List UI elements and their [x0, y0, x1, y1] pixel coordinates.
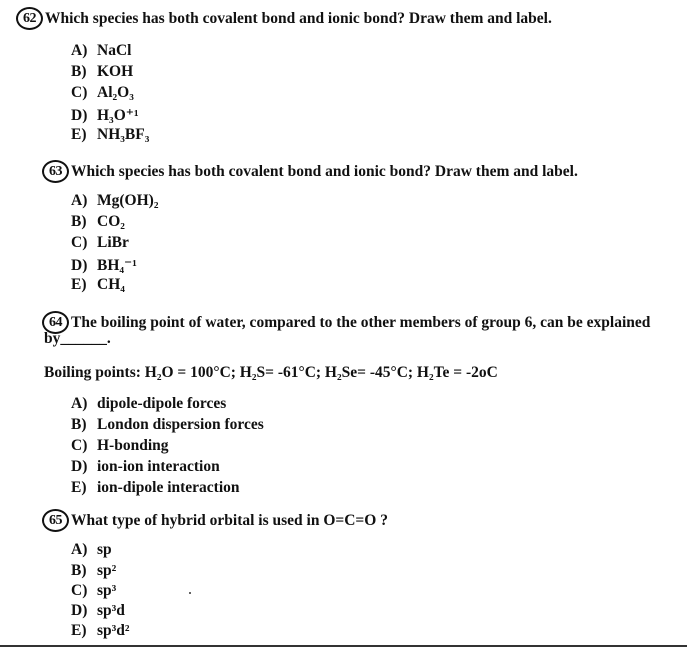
- option-d: D) H₃O⁺¹: [71, 107, 139, 124]
- option-c: C) sp³: [71, 582, 117, 599]
- question-text-continuation: by______.: [44, 330, 111, 347]
- option-d: D) sp³d: [71, 602, 125, 619]
- option-d: D) ion-ion interaction: [71, 458, 220, 475]
- page-bottom-rule: [0, 645, 687, 647]
- option-e: E) ion-dipole interaction: [71, 479, 240, 496]
- boiling-points-note: Boiling points: H₂O = 100°C; H₂S= -61°C; H₂Se= -45°C; H₂Te = -2oC: [44, 364, 498, 381]
- option-c: C) Al₂O₃: [71, 84, 134, 101]
- question-number-badge: 65: [42, 509, 69, 532]
- option-d: D) BH₄⁻¹: [71, 257, 137, 274]
- option-e: E) sp³d²: [71, 622, 130, 639]
- question-text: Which species has both covalent bond and ionic bond? Draw them and label.: [45, 9, 552, 27]
- question-header: [42, 509, 388, 532]
- question-text: The boiling point of water, compared to the other members of group 6, can be explained: [71, 313, 651, 331]
- question-text: Which species has both covalent bond and ionic bond? Draw them and label.: [71, 162, 578, 180]
- question-text: What type of hybrid orbital is used in O=C=O ?: [71, 511, 388, 529]
- question-number-badge: 62: [16, 7, 43, 30]
- option-a: A) Mg(OH)₂: [71, 192, 159, 209]
- question-number-badge: 63: [42, 160, 69, 183]
- question-header: [42, 311, 650, 334]
- question-header: [16, 7, 552, 30]
- option-a: A) dipole-dipole forces: [71, 395, 227, 412]
- question-header: [42, 160, 578, 183]
- option-a: A) NaCl: [71, 42, 132, 59]
- option-e: E) NH₃BF₃: [71, 126, 150, 143]
- stray-dot: [189, 592, 191, 594]
- option-b: B) KOH: [71, 63, 134, 80]
- option-b: B) London dispersion forces: [71, 416, 264, 433]
- option-a: A) sp: [71, 541, 112, 558]
- option-c: C) LiBr: [71, 234, 129, 251]
- option-b: B) CO₂: [71, 213, 125, 230]
- option-c: C) H-bonding: [71, 437, 169, 454]
- question-number-badge: 64: [42, 311, 69, 334]
- option-b: B) sp²: [71, 562, 117, 579]
- option-e: E) CH₄: [71, 276, 125, 293]
